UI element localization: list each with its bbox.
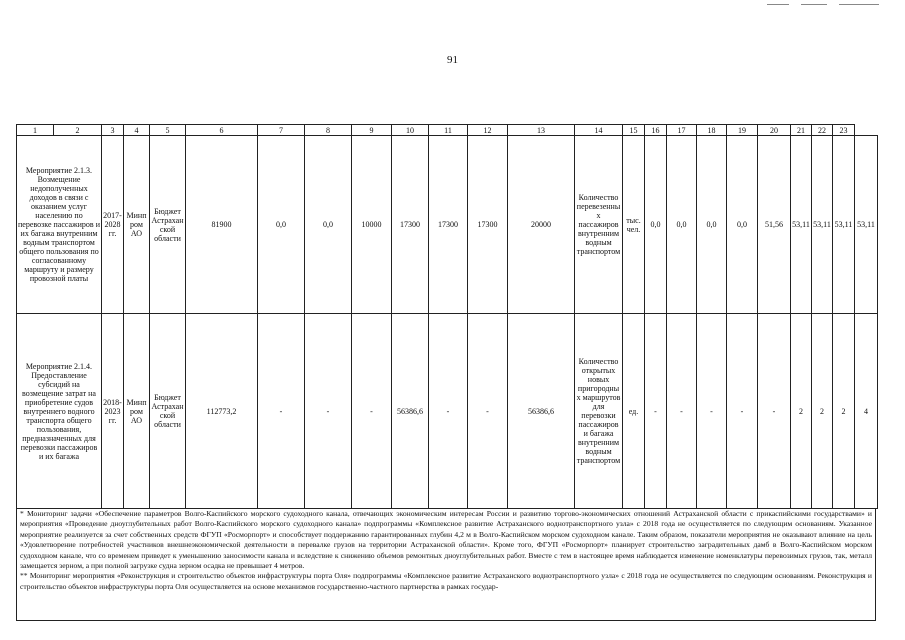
amount-cell: 17300 [429, 136, 468, 314]
col-num: 21 [791, 125, 812, 136]
col-num: 7 [258, 125, 305, 136]
indicator-value: 53,11 [833, 136, 855, 314]
indicator-value: 51,56 [758, 136, 791, 314]
col-num: 16 [645, 125, 667, 136]
table-row [17, 136, 878, 314]
col-num: 12 [468, 125, 508, 136]
col-num: 17 [667, 125, 697, 136]
footnote: * Мониторинг задачи «Обеспечение параметров Волго-Каспийского морского судоходного канала, отвечающих экономическим интересам России и развитию торгово-экономических отношений Астраханской области с прикаспийскими государствами» и мероприятия «Проведение дноуглубительных работ Волго-Каспийского морского судоходного канала» подпрограммы «Комплексное развитие Астраханского воднотранспортного узла» с 2018 года не осуществляется по следующим основаниям. Указанное мероприятие реализуется за счет собственных средств ФГУП «Росморпорт» и способствует поддержанию гарантированных глубин 4,2 м в Волго-Каспийском морском судоходном канале. Таким образом, показатели мероприятия не оказывают влияние на цель «Удовлетворение потребностей участников внешнеэкономической деятельности в перевалке грузов на территории Астраханской области». Кроме того, ФГУП «Росморпорт» планирует строительство заградительных дамб в Волго-Каспийском морском судоходном канале, что со временем приведет к уменьшению заносимости канала и вследствие к снижению объемов ремонтных дноуглубительных работ. Вместе с тем в настоящее время наблюдается изменение номенклатуры перевозимых грузов, так, металл замещается зерном, а при полной загрузке судна зерном осадка не превышает 4 метров. [20, 509, 872, 571]
col-num: 4 [124, 125, 150, 136]
indicator-value: - [667, 314, 697, 509]
col-num: 20 [758, 125, 791, 136]
total-amount: 112773,2 [186, 314, 258, 509]
period: 2017-2028 гг. [102, 136, 124, 314]
measure-name: Мероприятие 2.1.3. Возмещение недополученных доходов в связи с оказанием услуг населению по перевозке пассажиров и их багажа внутренним водным транспортом общего пользования по согласованному маршруту и размеру провозной платы [17, 136, 102, 314]
col-num: 9 [352, 125, 392, 136]
amount-cell: - [429, 314, 468, 509]
indicator-value: 53,11 [791, 136, 812, 314]
col-num: 6 [186, 125, 258, 136]
col-num: 14 [575, 125, 623, 136]
indicator-value: 0,0 [697, 136, 727, 314]
amount-cell: - [352, 314, 392, 509]
scan-artifact [767, 4, 887, 8]
col-num: 13 [508, 125, 575, 136]
measure-name: Мероприятие 2.1.4. Предоставление субсидий на возмещение затрат на приобретение судов внутреннего водного транспорта общего пользования, предназначенных для перевозки пассажиров и их багажа [17, 314, 102, 509]
amount-cell: 10000 [352, 136, 392, 314]
amount-cell: 0,0 [258, 136, 305, 314]
col-num: 3 [102, 125, 124, 136]
column-number-row [17, 125, 878, 136]
page-number: 91 [447, 54, 458, 66]
indicator-value: 2 [833, 314, 855, 509]
col-num: 10 [392, 125, 429, 136]
col-num: 11 [429, 125, 468, 136]
indicator-value: 0,0 [645, 136, 667, 314]
amount-cell: - [468, 314, 508, 509]
indicator-value: 2 [791, 314, 812, 509]
amount-cell: - [258, 314, 305, 509]
col-num: 2 [54, 125, 102, 136]
indicator-name: Количество перевезенных пассажиров внутренним водным транспортом [575, 136, 623, 314]
indicator-value: 53,11 [812, 136, 833, 314]
unit: ед. [623, 314, 645, 509]
col-num: 22 [812, 125, 833, 136]
amount-cell: 0,0 [305, 136, 352, 314]
col-num: 23 [833, 125, 855, 136]
col-num: 15 [623, 125, 645, 136]
col-num: 19 [727, 125, 758, 136]
amount-cell: 17300 [392, 136, 429, 314]
amount-cell: 20000 [508, 136, 575, 314]
indicator-value: - [727, 314, 758, 509]
amount-cell: - [305, 314, 352, 509]
funding-source: Бюджет Астраханской области [150, 314, 186, 509]
indicator-value: 0,0 [667, 136, 697, 314]
footnote: ** Мониторинг мероприятия «Реконструкция и строительство объектов инфраструктуры порта Оля» подпрограммы «Комплексное развитие Астраханского воднотранспортного узла» с 2018 года не осуществляется по следующим основаниям. Реконструкция и строительство объектов инфраструктуры порта Оля осуществляется на основе механизмов государственно-частного партнерства в рамках государ- [20, 571, 872, 591]
funding-source: Бюджет Астраханской области [150, 136, 186, 314]
col-num: 1 [17, 125, 54, 136]
indicator-value: 2 [812, 314, 833, 509]
total-amount: 81900 [186, 136, 258, 314]
period: 2018-2023 гг. [102, 314, 124, 509]
indicator-value: - [645, 314, 667, 509]
indicator-value: 4 [855, 314, 878, 509]
unit: тыс. чел. [623, 136, 645, 314]
amount-cell: 17300 [468, 136, 508, 314]
indicator-value: - [758, 314, 791, 509]
col-num: 18 [697, 125, 727, 136]
executor: Минпром АО [124, 314, 150, 509]
indicator-value: 53,11 [855, 136, 878, 314]
col-num: 8 [305, 125, 352, 136]
footnotes [16, 509, 876, 621]
col-num: 5 [150, 125, 186, 136]
indicator-value: - [697, 314, 727, 509]
indicator-value: 0,0 [727, 136, 758, 314]
table-row [17, 314, 878, 509]
indicator-name: Количество открытых новых пригородных маршрутов для перевозки пассажиров и багажа внутренним водным транспортом [575, 314, 623, 509]
amount-cell: 56386,6 [392, 314, 429, 509]
executor: Минпром АО [124, 136, 150, 314]
amount-cell: 56386,6 [508, 314, 575, 509]
measures-table [16, 124, 878, 509]
